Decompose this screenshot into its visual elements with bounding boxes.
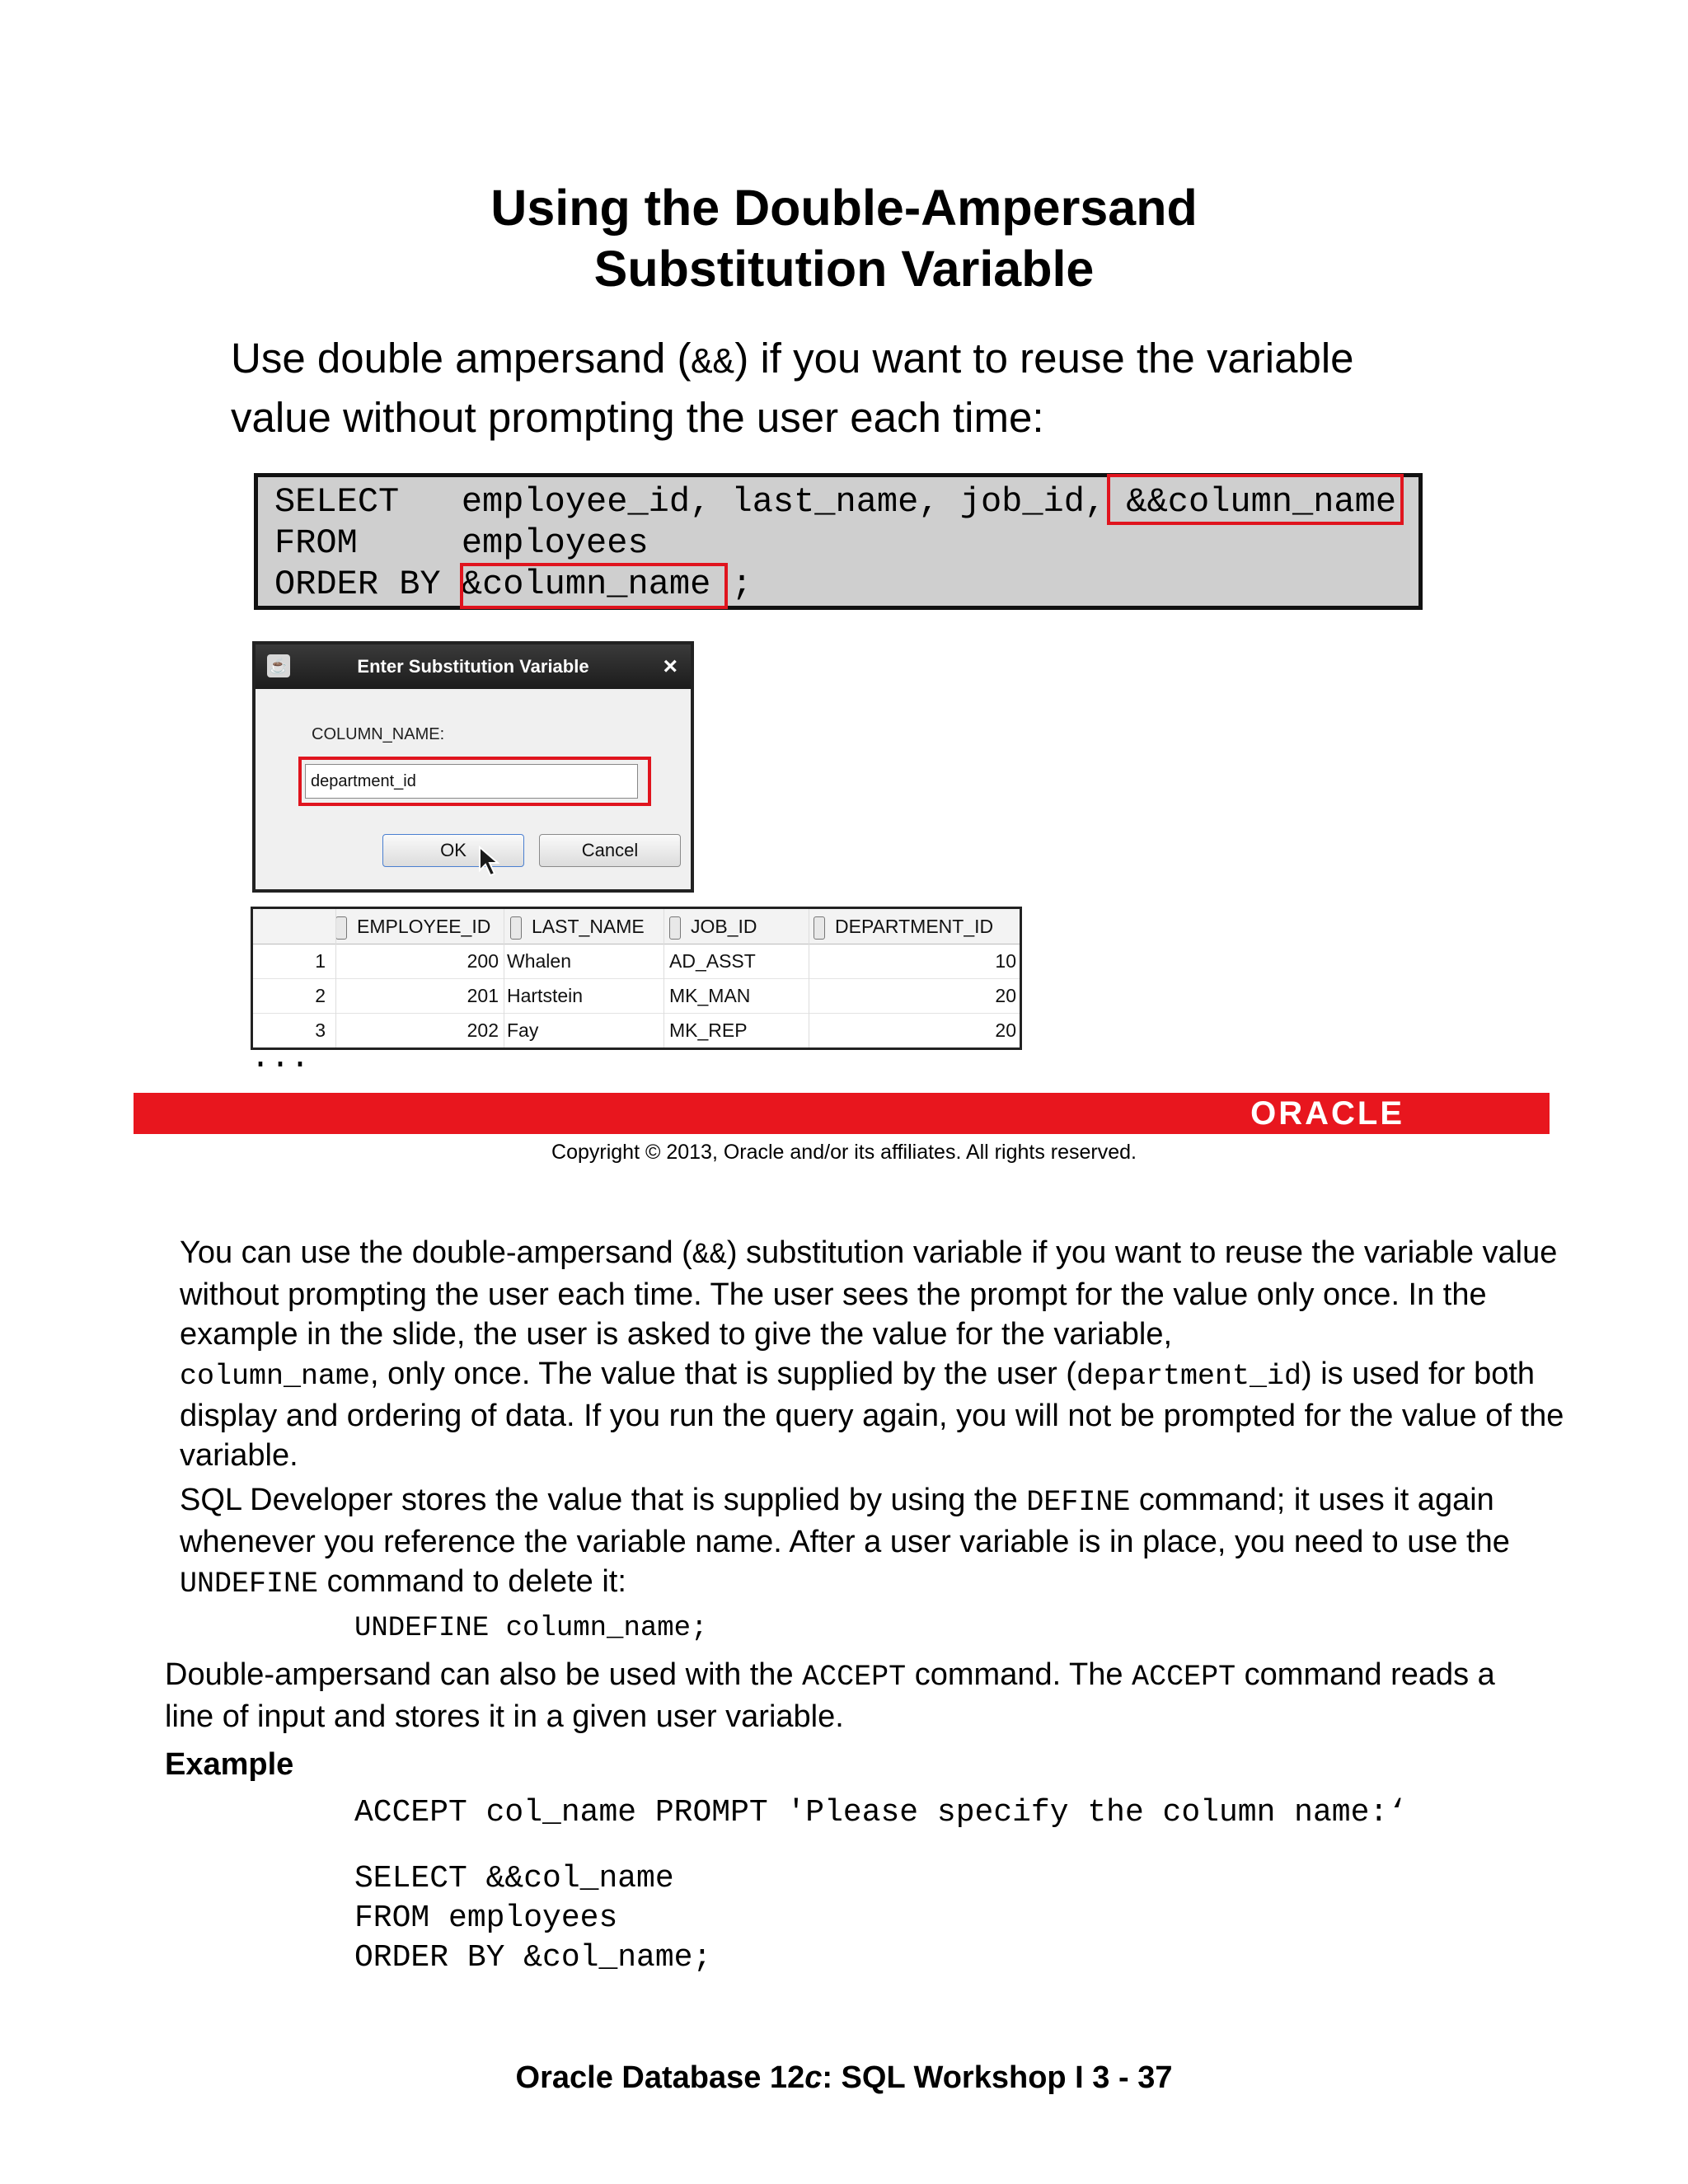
intro-part1: Use double ampersand (: [231, 335, 692, 382]
intro-part2: ) if you want to reuse the variable: [734, 335, 1354, 382]
row-number: 3: [315, 1019, 326, 1041]
cell-employee-id: 200: [467, 950, 499, 972]
oracle-logo: ORACLE: [1250, 1095, 1404, 1132]
inline-code: &&: [692, 1239, 727, 1272]
notes-paragraph-2: [180, 1480, 1564, 1604]
footer-italic: c: [804, 2060, 823, 2095]
footer-text: Oracle Database 12: [515, 2060, 805, 2095]
example-line-1: SELECT &&col_name: [354, 1861, 674, 1896]
notes-paragraph-3: [165, 1655, 1550, 1736]
sql-double-ampersand-variable: &&column_name: [1126, 482, 1397, 522]
example-line-2: FROM employees: [354, 1900, 618, 1936]
column-name-label: COLUMN_NAME:: [312, 725, 445, 743]
cell-last-name: Hartstein: [507, 985, 584, 1006]
slide-title-line1: Using the Double-Ampersand: [490, 180, 1198, 236]
text: You can use the double-ampersand (: [180, 1235, 692, 1270]
highlight-box-double-ampersand: [1107, 474, 1404, 525]
column-divider: [335, 909, 336, 1047]
cell-department-id: 20: [995, 1019, 1016, 1041]
cell-employee-id: 201: [467, 985, 499, 1006]
sql-code-box: [254, 473, 1423, 610]
text: command; it uses it again whenever you reference the variable name. After a user variable is in place, you need to use the: [180, 1483, 1510, 1559]
grid-header-department-id[interactable]: [814, 909, 993, 944]
mouse-cursor-icon: [478, 846, 503, 879]
continuation-ellipsis: ...: [251, 1040, 311, 1077]
oracle-brand-band: [134, 1093, 1550, 1134]
sql-order-by: ORDER BY: [274, 565, 441, 604]
table-row[interactable]: [253, 978, 1020, 1014]
text: command to delete it:: [326, 1564, 626, 1599]
example-line-3: ORDER BY &col_name;: [354, 1940, 712, 1975]
table-row[interactable]: [253, 1013, 1020, 1047]
ok-button[interactable]: OK: [382, 834, 524, 867]
column-name-input[interactable]: department_id: [305, 764, 638, 799]
slide-title-line2: Substitution Variable: [593, 241, 1095, 297]
row-number: 2: [315, 985, 326, 1006]
sort-icon: [669, 916, 681, 940]
header-label: EMPLOYEE_ID: [357, 916, 491, 937]
intro-code: &&: [691, 343, 735, 384]
cell-job-id: MK_REP: [669, 1019, 748, 1041]
inline-code: department_id: [1076, 1360, 1302, 1393]
grid-body: [253, 944, 1020, 1047]
copyright-notice: Copyright © 2013, Oracle and/or its affiliates. All rights reserved.: [551, 1141, 1137, 1164]
sort-icon: [510, 916, 522, 940]
java-app-icon: ☕: [267, 654, 290, 677]
cell-department-id: 10: [995, 950, 1016, 972]
undefine-example: UNDEFINE column_name;: [354, 1613, 708, 1644]
cell-last-name: Whalen: [507, 950, 571, 972]
close-icon[interactable]: ×: [663, 653, 678, 680]
text: ) is used for both display and ordering of data. If you run the query again, you will not be prompted for the value of the variable.: [180, 1357, 1564, 1473]
text: command. The: [914, 1657, 1123, 1692]
grid-header-job-id[interactable]: [669, 909, 757, 944]
text: , only once. The value that is supplied by the user (: [370, 1357, 1076, 1391]
sql-select-clause: SELECT employee_id, last_name, job_id,: [274, 482, 1106, 522]
text: Double-ampersand can also be used with the: [165, 1657, 794, 1692]
highlight-box-single-ampersand: [460, 563, 728, 609]
intro-text: [231, 331, 1517, 445]
inline-code: UNDEFINE: [180, 1568, 319, 1601]
cell-job-id: AD_ASST: [669, 950, 756, 972]
row-number: 1: [315, 950, 326, 972]
inline-code: ACCEPT: [1132, 1661, 1236, 1694]
grid-header-last-name[interactable]: [510, 909, 645, 944]
inline-code: ACCEPT: [802, 1661, 907, 1694]
accept-example: ACCEPT col_name PROMPT 'Please specify the column name:‘: [354, 1795, 1408, 1830]
cell-last-name: Fay: [507, 1019, 539, 1041]
sql-line-2: FROM employees: [274, 523, 649, 563]
cell-department-id: 20: [995, 985, 1016, 1006]
cell-job-id: MK_MAN: [669, 985, 751, 1006]
grid-header-employee-id[interactable]: [335, 909, 490, 944]
slide-title: [0, 177, 1688, 299]
footer-text: : SQL Workshop I 3 - 37: [822, 2060, 1173, 2095]
sort-icon: [814, 916, 825, 940]
substitution-dialog: [252, 641, 694, 893]
text: ) substitution variable if you want to reuse the variable value without prompting the user each time. The user sees the prompt for the value only once. In the example in the slide, the user is asked to give the value for the variable,: [180, 1235, 1558, 1352]
sql-single-ampersand-variable: &column_name: [461, 565, 711, 604]
example-heading: Example: [165, 1747, 294, 1782]
sql-semicolon: ;: [731, 565, 753, 604]
text: SQL Developer stores the value that is supplied by using the: [180, 1483, 1018, 1517]
table-row[interactable]: [253, 944, 1020, 979]
notes-paragraph-1: [180, 1233, 1564, 1475]
inline-code: column_name: [180, 1360, 371, 1393]
text: command reads a line of input and stores it in a given user variable.: [165, 1657, 1495, 1734]
header-label: LAST_NAME: [532, 916, 645, 937]
sort-icon: [335, 916, 347, 940]
column-divider: [663, 909, 664, 1047]
cancel-button[interactable]: Cancel: [539, 834, 681, 867]
header-label: DEPARTMENT_ID: [835, 916, 994, 937]
cell-employee-id: 202: [467, 1019, 499, 1041]
query-result-grid: [251, 907, 1022, 1050]
header-label: JOB_ID: [691, 916, 757, 937]
inline-code: DEFINE: [1026, 1486, 1131, 1519]
page-footer: [0, 2060, 1688, 2096]
dialog-title: Enter Substitution Variable: [357, 656, 589, 677]
intro-line2: value without prompting the user each time:: [231, 394, 1044, 441]
dialog-titlebar: [256, 644, 691, 689]
